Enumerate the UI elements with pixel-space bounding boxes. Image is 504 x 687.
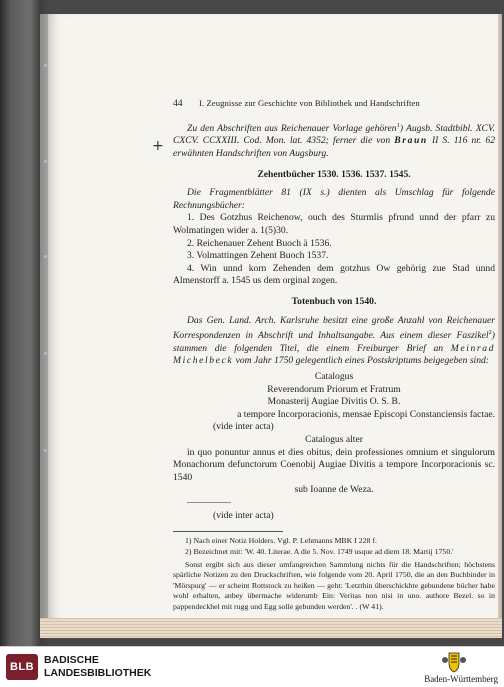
vide-line: (vide inter acta) bbox=[213, 421, 274, 433]
catalogus-line: Catalogus bbox=[314, 371, 354, 383]
library-name-line: BADISCHE bbox=[44, 654, 99, 666]
spaced-name: Meinrad Michelbeck bbox=[173, 342, 495, 367]
gutter-shadow bbox=[40, 14, 48, 638]
section-heading: Zehentbücher 1530. 1536. 1537. 1545. bbox=[257, 168, 411, 180]
section-intro: Die Fragmentblätter 81 (IX s.) dienten als Umschlag für folgende Rechnungsbücher: bbox=[173, 187, 495, 211]
scan-pin-mark bbox=[44, 352, 47, 355]
page-edge bbox=[498, 14, 502, 638]
footnote: Sonst ergibt sich aus dieser umfangreichen Sammlung nichts für die Handschriften; höchstens spärliche Notizen zu den Druckschriften, wie folgende vom 20. April 1750, die an den Buchbinder in 'Mörspurg' — er scheint Rottstock zu heißen — geht: 'Letzthin überschickhte gebundene bücher habe wohl erhalten, anbey übermache widerumb Ein: Veritas non nisi in uno. authore Bezel. so in pappendeckhel mit rugg und Egg solle gebunden werden'. . (W 41). bbox=[173, 560, 495, 611]
list-item: 1. Des Gotzhus Reichenow, ouch des Sturmlis pfrund unnd der pfarr zu Wolmatingen wider a. 1(5)30. bbox=[173, 212, 495, 236]
intro-text: II S. 116 nr. 62 erwähnten Handschriften von Augsburg. bbox=[173, 135, 496, 159]
list-item: 2. Reichenauer Zehent Buoch ä 1536. bbox=[187, 237, 332, 249]
section-heading: Totenbuch von 1540. bbox=[291, 295, 377, 307]
footnote: 2) Bezeichnet mit: 'W. 40. Literae. A die 5. Nov. 1749 usque ad diem 18. Martij 1750.' bbox=[185, 546, 454, 556]
paragraph-text: ) stammen die folgenden Titel, die einem Freiburger Brief an bbox=[173, 330, 495, 354]
blb-logo-icon[interactable]: BLB bbox=[6, 654, 38, 680]
footnote-ref: 2 bbox=[488, 329, 492, 337]
plus-mark-icon: + bbox=[152, 138, 164, 154]
paragraph-text: Das Gen. Land. Arch. Karlsruhe besitzt eine große Anzahl von Reichenauer Korrespondenzen in Abschrift und Inhaltsangabe. Aus einem dieser Faszikel bbox=[173, 314, 495, 342]
scan-pin-mark bbox=[44, 160, 47, 163]
dash-line: ————— bbox=[187, 497, 230, 508]
scan-pin-mark bbox=[44, 255, 47, 258]
intro-text: Zu den Abschriften aus Reichenauer Vorlage gehören bbox=[187, 122, 397, 134]
spaced-name: Braun bbox=[394, 135, 428, 147]
intro-paragraph bbox=[173, 120, 495, 161]
page-number: 44 bbox=[173, 98, 183, 109]
baden-wuerttemberg-crest-icon[interactable] bbox=[440, 651, 468, 673]
list-item: 4. Win unnd korn Zehenden dem gotzhus Ow gehörig zue Stad unnd Almenstorff a. 1545 us dem orginal zogen. bbox=[173, 262, 495, 287]
list-item: 3. Volmattingen Zehent Buoch 1537. bbox=[187, 250, 329, 262]
footnote-rule bbox=[173, 531, 283, 532]
footnote-ref: 1 bbox=[396, 121, 400, 129]
scan-pin-mark bbox=[44, 449, 47, 452]
catalogus-alter-heading: Catalogus alter bbox=[305, 434, 363, 446]
page-text bbox=[173, 97, 495, 612]
intro-text: ) Augsb. Stadtbibl. XCV. CXCV. CCXXIII. Cod. Mon. lat. 4352; ferner die von bbox=[173, 122, 495, 147]
tempore-line: a tempore Incorporacionis, mensae Episcopi Constanciensis factae. bbox=[237, 408, 495, 420]
library-name-line: LANDESBIBLIOTHEK bbox=[44, 667, 152, 679]
alter-paragraph: in quo ponuntur annus et dies obitus, dein professiones omnium et singulorum Monachorum defunctorum Coenobij Augiae Divitis a tempore Incorporacionis sc. 1540 bbox=[173, 446, 495, 483]
catalogus-line: Reverendorum Priorum et Fratrum bbox=[267, 383, 401, 395]
paragraph-text: vom Jahr 1750 gelegentlich eines Postskriptums beigegeben sind: bbox=[235, 355, 490, 367]
page-bottom-stripe bbox=[40, 618, 502, 638]
partner-name[interactable]: Baden-Württemberg bbox=[424, 674, 498, 684]
section-intro bbox=[173, 315, 495, 369]
footnote: 1) Nach einer Notiz Holders. Vgl. P. Lehmanns MBK I 228 f. bbox=[185, 536, 377, 546]
sub-line: sub Ioanne de Weza. bbox=[294, 484, 374, 496]
running-header bbox=[173, 97, 495, 111]
running-title: I. Zeugnisse zur Geschichte von Bibliothek und Handschriften bbox=[199, 98, 420, 108]
library-name[interactable] bbox=[44, 654, 151, 680]
vide-line: (vide inter acta) bbox=[213, 509, 274, 521]
catalogus-line: Monasterij Augiae Divitis O. S. B. bbox=[267, 396, 401, 408]
scan-pin-mark bbox=[44, 64, 47, 67]
footer-bar bbox=[0, 646, 504, 687]
